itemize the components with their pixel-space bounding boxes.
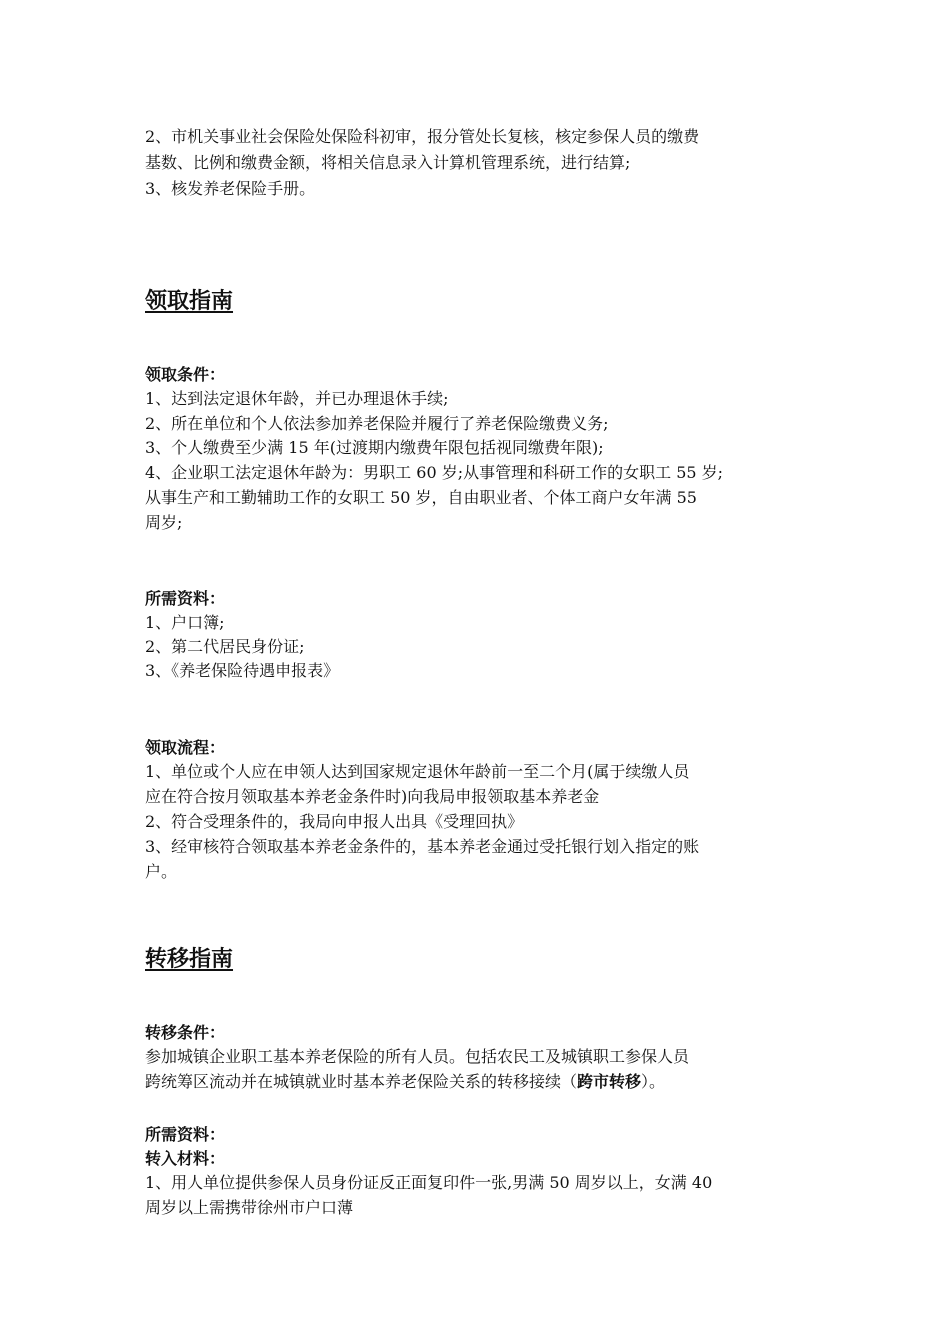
transfer-conditions-heading: 转移条件：	[145, 1023, 226, 1042]
receive-material-line-2: 2、第二代居民身份证;	[145, 637, 305, 656]
cross-city-transfer-emphasis: 跨市转移	[577, 1072, 642, 1091]
receive-material-line-3: 3、《养老保险待遇申报表》	[145, 661, 340, 680]
receive-materials-heading: 所需资料：	[145, 589, 226, 608]
transfer-in-materials-subheading: 转入材料：	[145, 1149, 226, 1168]
receive-material-line-1: 1、户口簿;	[145, 613, 225, 632]
receive-process-line-1: 1、单位或个人应在申领人达到国家规定退休年龄前一至二个月(属于续缴人员	[145, 762, 690, 781]
transfer-material-line-1: 1、用人单位提供参保人员身份证反正面复印件一张,男满 50 周岁以上，女满 40	[145, 1173, 713, 1192]
transfer-material-line-2: 周岁以上需携带徐州市户口薄	[145, 1198, 354, 1217]
transfer-guide-title: 转移指南	[145, 947, 234, 972]
transfer-condition-line-2-end: ）。	[641, 1072, 666, 1091]
transfer-condition-line-2	[145, 1069, 825, 1095]
receive-guide-title: 领取指南	[145, 289, 234, 314]
receive-condition-line-3: 3、个人缴费至少满 15 年(过渡期内缴费年限包括视同缴费年限);	[145, 438, 604, 457]
intro-line-3: 3、核发养老保险手册。	[145, 179, 316, 198]
receive-process-line-3: 2、符合受理条件的，我局向申报人出具《受理回执》	[145, 812, 524, 831]
transfer-condition-line-2-text: 跨统筹区流动并在城镇就业时基本养老保险关系的转移接续（	[145, 1072, 578, 1091]
receive-process-line-2: 应在符合按月领取基本养老金条件时)向我局申报领取基本养老金	[145, 787, 600, 806]
receive-condition-line-4: 4、企业职工法定退休年龄为：男职工 60 岁;从事管理和科研工作的女职工 55 岁;	[145, 463, 724, 482]
receive-condition-line-1: 1、达到法定退休年龄，并已办理退休手续;	[145, 389, 449, 408]
receive-process-heading: 领取流程：	[145, 738, 226, 757]
receive-process-line-5: 户。	[145, 862, 178, 881]
transfer-condition-line-1: 参加城镇企业职工基本养老保险的所有人员。包括农民工及城镇职工参保人员	[145, 1047, 690, 1066]
receive-condition-line-2: 2、所在单位和个人依法参加养老保险并履行了养老保险缴费义务;	[145, 414, 609, 433]
receive-condition-line-6: 周岁;	[145, 513, 183, 532]
receive-conditions-heading: 领取条件：	[145, 365, 226, 384]
intro-line-1: 2、市机关事业社会保险处保险科初审，报分管处长复核，核定参保人员的缴费	[145, 127, 700, 146]
receive-condition-line-5: 从事生产和工勤辅助工作的女职工 50 岁，自由职业者、个体工商户女年满 55	[145, 488, 697, 507]
receive-process-line-4: 3、经审核符合领取基本养老金条件的，基本养老金通过受托银行划入指定的账	[145, 837, 700, 856]
intro-line-2: 基数、比例和缴费金额，将相关信息录入计算机管理系统，进行结算;	[145, 153, 631, 172]
transfer-materials-heading: 所需资料：	[145, 1125, 226, 1144]
